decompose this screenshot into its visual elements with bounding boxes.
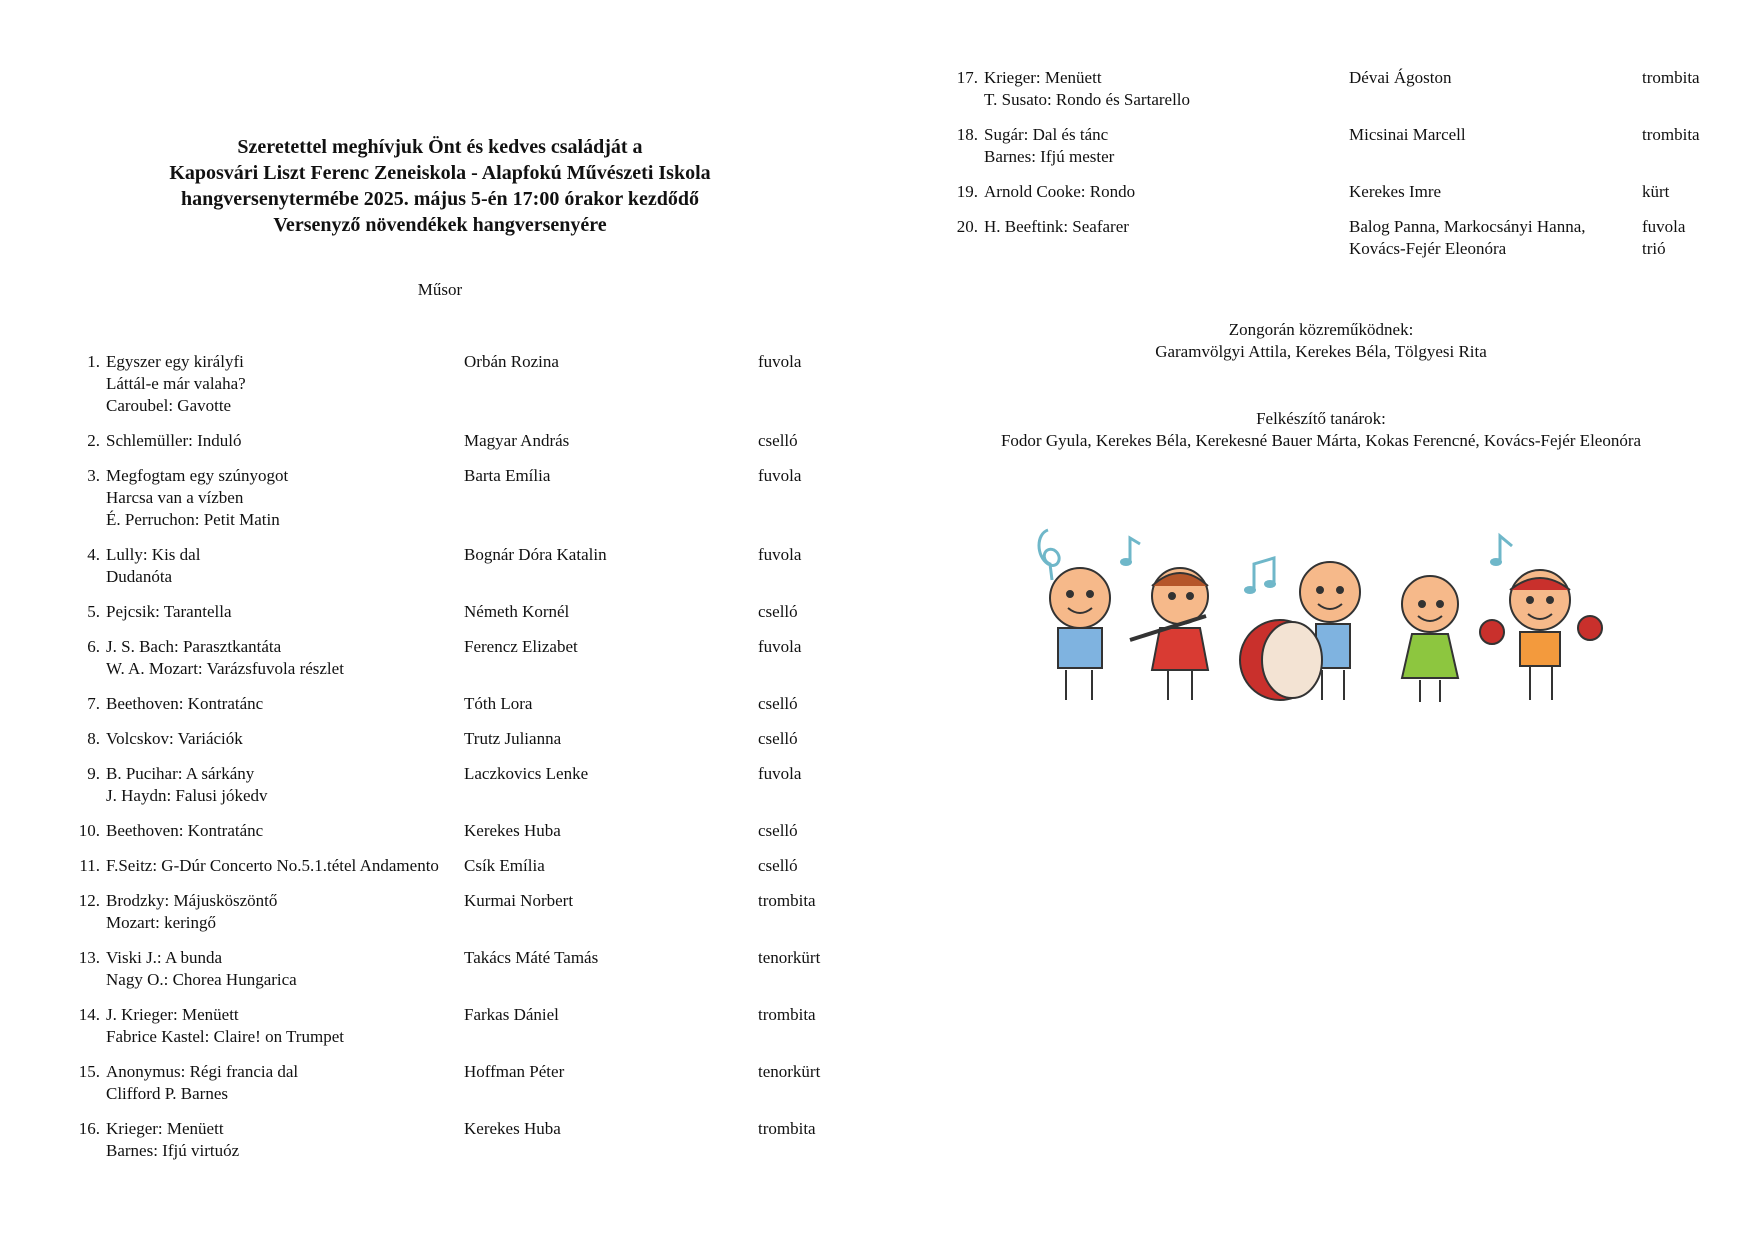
program-item-performers — [464, 601, 758, 623]
program-item-instrument: trombita — [758, 1005, 816, 1024]
program-item-number: 1. — [87, 352, 100, 371]
program-item-piece: W. A. Mozart: Varázsfuvola részlet — [106, 659, 344, 678]
program-item-pieces — [106, 430, 464, 452]
program-item-pieces — [106, 855, 464, 877]
program-item — [68, 1004, 848, 1048]
program-item-performer: Ferencz Elizabet — [464, 637, 578, 656]
program-item-number: 18. — [956, 125, 978, 144]
program-item-performers — [464, 544, 758, 588]
program-item-piece: Nagy O.: Chorea Hungarica — [106, 970, 297, 989]
header-line-4: Versenyző növendékek hangversenyére — [273, 214, 607, 236]
program-item-performers — [464, 636, 758, 680]
program-item — [68, 855, 848, 877]
program-item-performer: Kerekes Huba — [464, 821, 561, 840]
program-list-left — [68, 351, 848, 1175]
program-item — [68, 763, 848, 807]
program-item-instruments — [758, 855, 798, 877]
program-item — [68, 1061, 848, 1105]
program-item-performer: Tóth Lora — [464, 694, 533, 713]
program-item-number: 15. — [78, 1062, 100, 1081]
program-item-instruments — [758, 763, 801, 807]
program-item-pieces — [106, 693, 464, 715]
program-item-instruments — [758, 601, 798, 623]
program-item-piece: Schlemüller: Induló — [106, 431, 242, 450]
program-item-performer: Barta Emília — [464, 466, 551, 485]
program-item — [68, 465, 848, 531]
program-item-pieces — [984, 181, 1349, 203]
program-item-piece: Anonymus: Régi francia dal — [106, 1062, 299, 1081]
program-item-piece: Viski J.: A bunda — [106, 948, 223, 967]
program-item-number: 2. — [87, 431, 100, 450]
program-item-piece: Volcskov: Variációk — [106, 729, 243, 748]
program-item-instrument: fuvola — [758, 764, 802, 783]
program-item-performers — [464, 947, 758, 991]
program-list-right — [946, 67, 1726, 273]
program-item-pieces — [106, 465, 464, 531]
program-item-instrument: kürt — [1642, 182, 1670, 201]
program-item-piece: Mozart: keringő — [106, 913, 216, 932]
program-item-instrument: tenorkürt — [758, 1062, 821, 1081]
program-item-instrument: fuvola — [758, 637, 802, 656]
program-item-number: 7. — [87, 694, 100, 713]
program-item-performer: Takács Máté Tamás — [464, 948, 599, 967]
program-item-instruments — [758, 430, 798, 452]
program-item-number: 11. — [79, 856, 100, 875]
program-title: Műsor — [417, 280, 463, 299]
program-item-instruments — [1642, 67, 1700, 111]
program-item-piece: Harcsa van a vízben — [106, 488, 244, 507]
program-item-piece: Beethoven: Kontratánc — [106, 821, 264, 840]
program-item-piece: Pejcsik: Tarantella — [106, 602, 232, 621]
program-item-number: 10. — [78, 821, 100, 840]
kid-singer — [1402, 576, 1458, 702]
program-item-performer: Orbán Rozina — [464, 352, 559, 371]
program-item-piece: J. Haydn: Falusi jókedv — [106, 786, 268, 805]
program-item-instrument: trombita — [758, 1119, 816, 1138]
program-item-pieces — [984, 216, 1349, 260]
kid-accordion — [1050, 568, 1110, 700]
program-item-performers — [1349, 216, 1642, 260]
program-item-piece: Barnes: Ifjú virtuóz — [106, 1141, 240, 1160]
program-item-instrument: trió — [1642, 239, 1666, 258]
program-item-instruments — [1642, 216, 1685, 260]
header-line-2: Kaposvári Liszt Ferenc Zeneiskola - Alapfokú Művészeti Iskola — [169, 162, 711, 184]
teachers-names: Fodor Gyula, Kerekes Béla, Kerekesné Bauer Márta, Kokas Ferencné, Kovács-Fejér Eleonóra — [1000, 431, 1642, 450]
program-item-performers — [1349, 124, 1642, 168]
program-item-instrument: fuvola — [758, 466, 802, 485]
program-item — [68, 947, 848, 991]
program-item-piece: Barnes: Ifjú mester — [984, 147, 1115, 166]
program-item-instruments — [1642, 124, 1700, 168]
program-item-performer: Kerekes Huba — [464, 1119, 561, 1138]
program-item-performers — [464, 763, 758, 807]
program-item-pieces — [106, 351, 464, 417]
program-item-piece: J. Krieger: Menüett — [106, 1005, 239, 1024]
kid-maracas — [1480, 570, 1602, 700]
program-item — [68, 728, 848, 750]
program-item-performer: Dévai Ágoston — [1349, 68, 1452, 87]
program-item-piece: Arnold Cooke: Rondo — [984, 182, 1136, 201]
program-item-instruments — [758, 544, 801, 588]
program-item-instruments — [758, 947, 820, 991]
program-item-instruments — [758, 728, 798, 750]
program-item — [68, 430, 848, 452]
program-item-number: 16. — [78, 1119, 100, 1138]
program-item-pieces — [984, 124, 1349, 168]
program-item — [946, 216, 1726, 260]
program-item — [68, 544, 848, 588]
program-item-piece: Láttál-e már valaha? — [106, 374, 246, 393]
program-item-instrument: trombita — [758, 891, 816, 910]
program-item-piece: Caroubel: Gavotte — [106, 396, 232, 415]
teachers — [946, 408, 1696, 452]
program-item-performers — [464, 693, 758, 715]
program-item-instruments — [758, 636, 801, 680]
program-item-instruments — [758, 465, 801, 531]
program-item-performers — [1349, 181, 1642, 203]
program-item-performer: Farkas Dániel — [464, 1005, 559, 1024]
program-item-instruments — [1642, 181, 1669, 203]
program-item-piece: Fabrice Kastel: Claire! on Trumpet — [106, 1027, 344, 1046]
program-item-instruments — [758, 890, 816, 934]
program-item-pieces — [106, 728, 464, 750]
program-item-pieces — [106, 1118, 464, 1162]
program-item-performer: Kovács-Fejér Eleonóra — [1349, 239, 1507, 258]
program-item-instrument: cselló — [758, 856, 798, 875]
program-item-piece: Sugár: Dal és tánc — [984, 125, 1109, 144]
program-item-instrument: trombita — [1642, 68, 1700, 87]
program-item-instrument: trombita — [1642, 125, 1700, 144]
program-item-number: 19. — [956, 182, 978, 201]
kids-band-illustration — [1030, 520, 1610, 720]
header-line-1: Szeretettel meghívjuk Önt és kedves családját a — [237, 136, 643, 158]
program-item-pieces — [106, 636, 464, 680]
program-item-instrument: fuvola — [1642, 217, 1686, 236]
header-line-3: hangversenytermébe 2025. május 5-én 17:00 órakor kezdődő — [181, 188, 699, 210]
piano-accompanists — [946, 319, 1696, 363]
program-item-piece: B. Pucihar: A sárkány — [106, 764, 255, 783]
program-item-instruments — [758, 351, 801, 417]
program-item-instruments — [758, 1004, 816, 1048]
program-item-performer: Laczkovics Lenke — [464, 764, 589, 783]
program-item-performers — [464, 351, 758, 417]
program-item-number: 4. — [87, 545, 100, 564]
program-item-pieces — [106, 820, 464, 842]
program-item-instrument: cselló — [758, 602, 798, 621]
program-item-performers — [464, 820, 758, 842]
program-item-performer: Bognár Dóra Katalin — [464, 545, 607, 564]
program-item-performers — [464, 430, 758, 452]
program-item-instrument: tenorkürt — [758, 948, 821, 967]
program-item-pieces — [106, 763, 464, 807]
program-item-piece: Clifford P. Barnes — [106, 1084, 228, 1103]
program-item-piece: Krieger: Menüett — [106, 1119, 224, 1138]
program-item-number: 17. — [956, 68, 978, 87]
program-item-piece: H. Beeftink: Seafarer — [984, 217, 1129, 236]
program-item-instrument: cselló — [758, 729, 798, 748]
program-item-pieces — [106, 1004, 464, 1048]
program-item — [946, 67, 1726, 111]
program-item-performers — [464, 1118, 758, 1162]
program-item-instrument: fuvola — [758, 352, 802, 371]
program-item-piece: Brodzky: Májusköszöntő — [106, 891, 278, 910]
program-item-number: 9. — [87, 764, 100, 783]
program-item-number: 14. — [78, 1005, 100, 1024]
program-item-performers — [464, 890, 758, 934]
program-item-performers — [464, 1004, 758, 1048]
program-item — [68, 601, 848, 623]
program-item-performer: Trutz Julianna — [464, 729, 562, 748]
program-item-piece: Krieger: Menüett — [984, 68, 1102, 87]
program-item-piece: Megfogtam egy szúnyogot — [106, 466, 289, 485]
program-item-number: 6. — [87, 637, 100, 656]
program-item-performers — [464, 728, 758, 750]
program-item-piece: T. Susato: Rondo és Sartarello — [984, 90, 1191, 109]
program-item-number: 8. — [87, 729, 100, 748]
program-item-pieces — [106, 601, 464, 623]
program-item-piece: F.Seitz: G-Dúr Concerto No.5.1.tétel Andamento — [106, 856, 439, 875]
program-item-performer: Kerekes Imre — [1349, 182, 1442, 201]
kid-drum — [1240, 562, 1360, 700]
program-item — [68, 1118, 848, 1162]
piano-names: Garamvölgyi Attila, Kerekes Béla, Tölgyesi Rita — [1155, 342, 1487, 361]
invitation-header — [70, 134, 810, 238]
program-item-piece: É. Perruchon: Petit Matin — [106, 510, 280, 529]
teachers-label: Felkészítő tanárok: — [1256, 409, 1386, 428]
program-item-number: 3. — [87, 466, 100, 485]
program-item-pieces — [106, 947, 464, 991]
program-item — [946, 124, 1726, 168]
program-item-instruments — [758, 693, 798, 715]
program-item-pieces — [984, 67, 1349, 111]
program-item — [68, 820, 848, 842]
program-item — [68, 351, 848, 417]
program-item-performer: Balog Panna, Markocsányi Hanna, — [1349, 217, 1586, 236]
program-item-performers — [464, 465, 758, 531]
program-item-performers — [464, 1061, 758, 1105]
program-item-piece: Beethoven: Kontratánc — [106, 694, 264, 713]
program-item-piece: J. S. Bach: Parasztkantáta — [106, 637, 282, 656]
program-item-piece: Lully: Kis dal — [106, 545, 201, 564]
program-item — [946, 181, 1726, 203]
program-item-number: 20. — [956, 217, 978, 236]
program-item — [68, 636, 848, 680]
program-item-performer: Németh Kornél — [464, 602, 570, 621]
program-item-pieces — [106, 890, 464, 934]
program-item-instruments — [758, 1118, 816, 1162]
program-item-performer: Csík Emília — [464, 856, 545, 875]
program-item-performer: Micsinai Marcell — [1349, 125, 1466, 144]
program-item-performers — [1349, 67, 1642, 111]
piano-label: Zongorán közreműködnek: — [1228, 320, 1414, 339]
program-item-piece: Dudanóta — [106, 567, 173, 586]
program-item-number: 12. — [78, 891, 100, 910]
program-item-instrument: cselló — [758, 431, 798, 450]
program-item-pieces — [106, 544, 464, 588]
program-item-performer: Magyar András — [464, 431, 570, 450]
program-item-performer: Kurmai Norbert — [464, 891, 574, 910]
program-item-number: 13. — [78, 948, 100, 967]
program-item — [68, 693, 848, 715]
program-item-instruments — [758, 1061, 820, 1105]
program-item-performer: Hoffman Péter — [464, 1062, 565, 1081]
program-item-pieces — [106, 1061, 464, 1105]
program-item-instrument: fuvola — [758, 545, 802, 564]
program-item-number: 5. — [87, 602, 100, 621]
kid-flute — [1130, 568, 1208, 700]
program-item-instrument: cselló — [758, 821, 798, 840]
program-item-instruments — [758, 820, 798, 842]
program-item-piece: Egyszer egy királyfi — [106, 352, 244, 371]
program-item-performers — [464, 855, 758, 877]
program-item — [68, 890, 848, 934]
program-item-instrument: cselló — [758, 694, 798, 713]
